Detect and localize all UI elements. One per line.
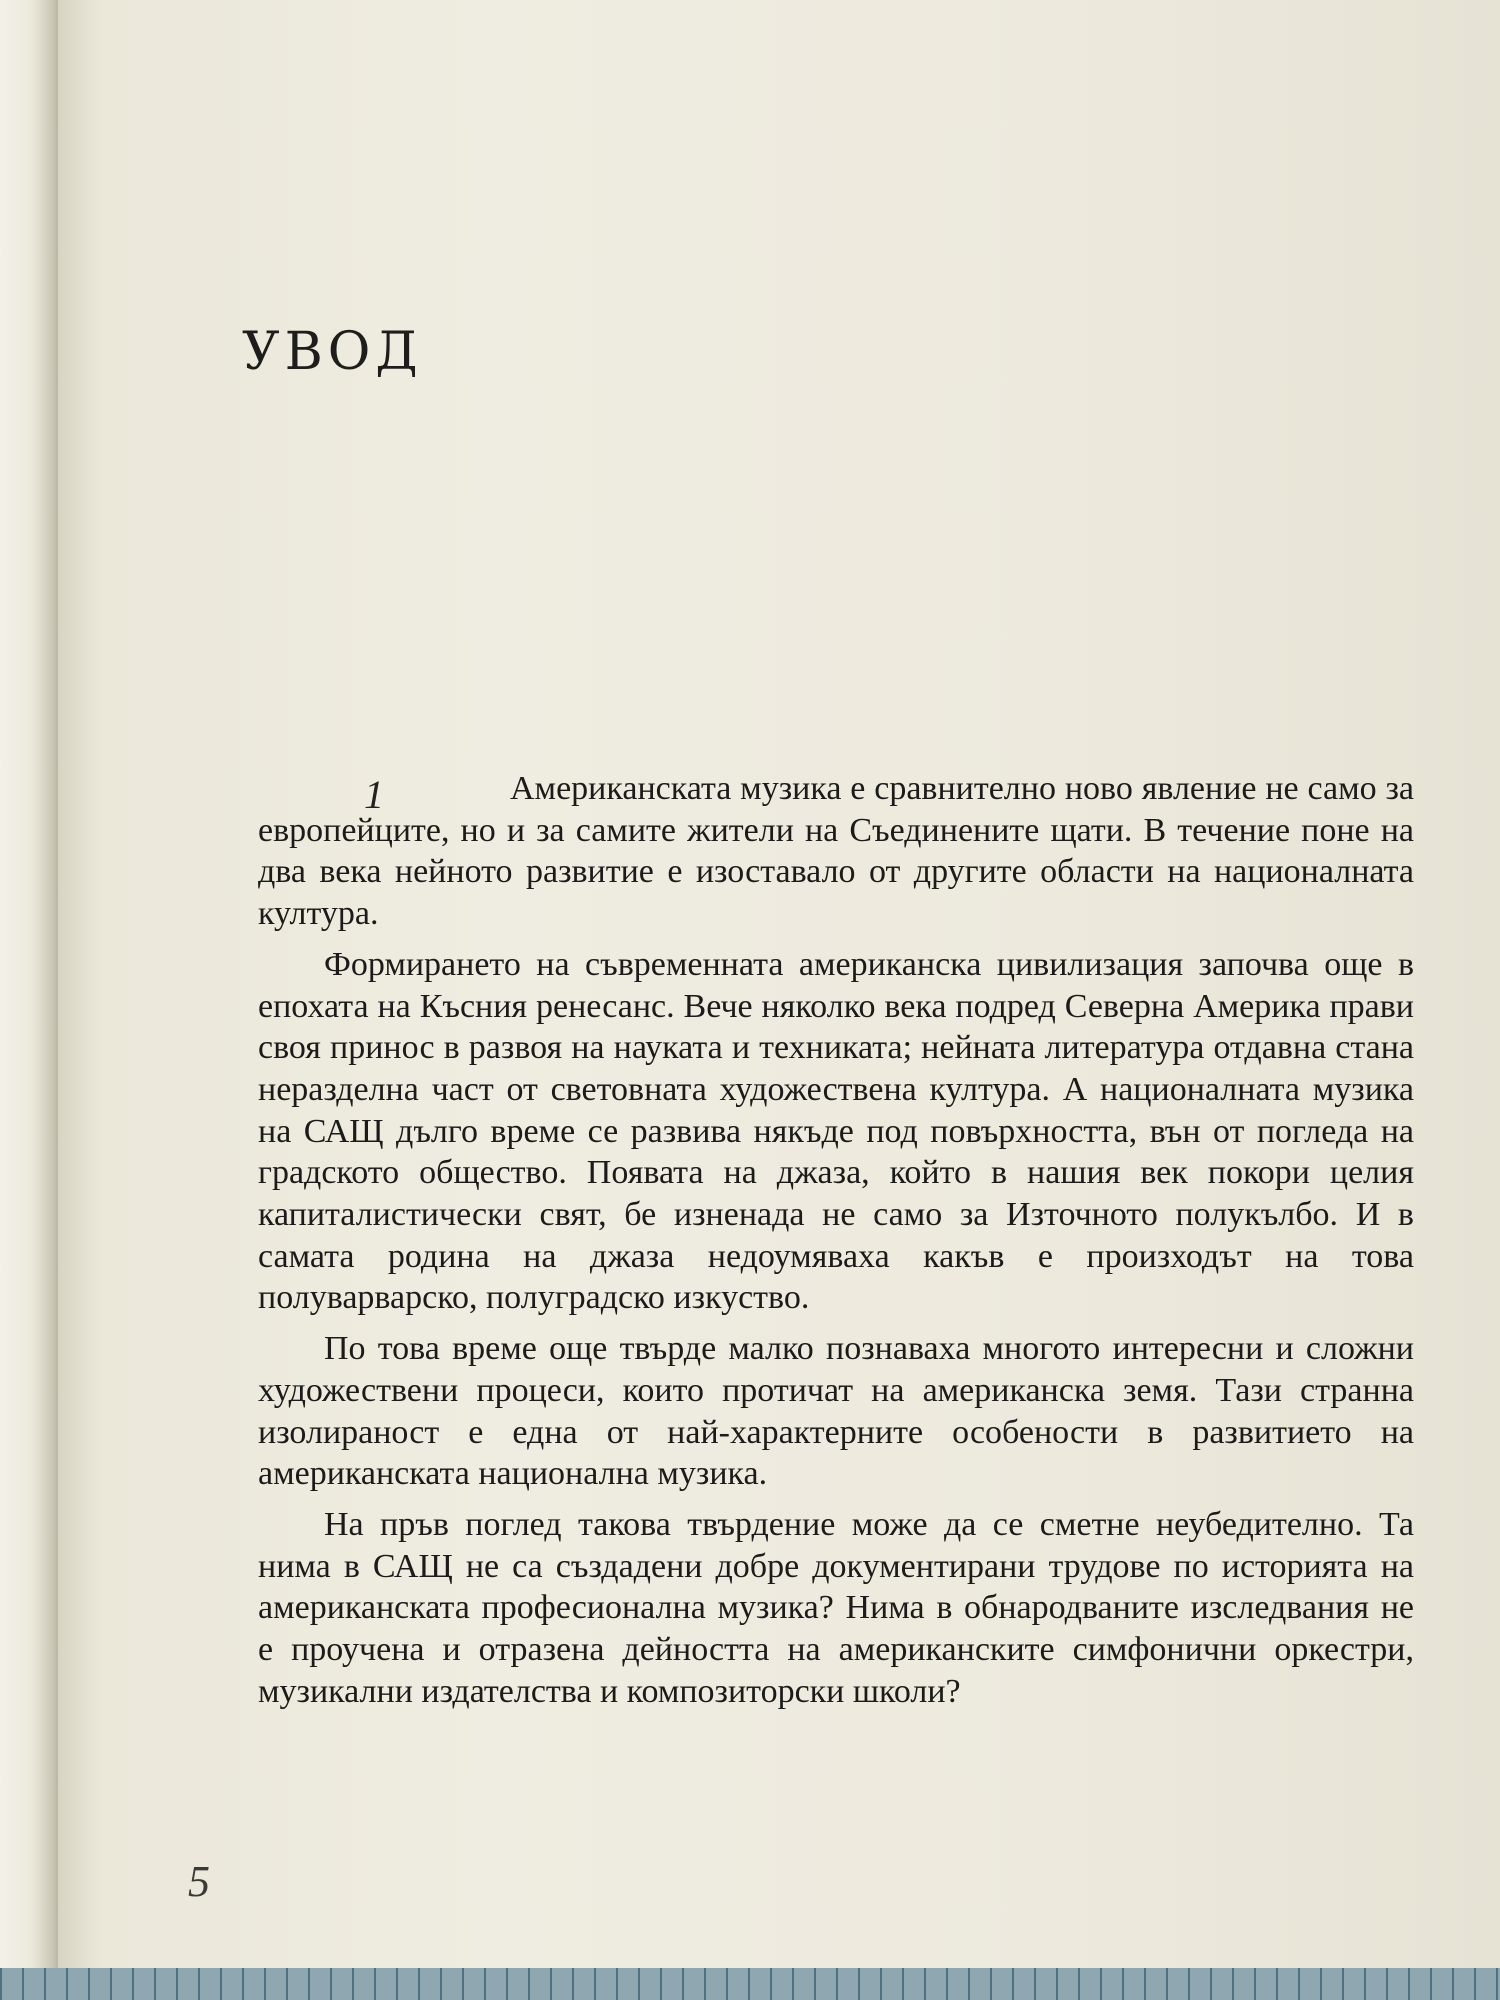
paragraph-2: Формирането на съвременната американска цивилизация започва още в епохата на Късния ренесанс. Вече няколко века подред Северна Америка прави своя принос в развоя на науката и техниката; нейната литература отдавна стана неразделна част от световната художествена култура. А националната музика на САЩ дълго време се развива някъде под повърхността, вън от погледа на градското общество. Появата на джаза, който в нашия век покори целия капиталистически свят, бе изненада не само за Източното полукълбо. И в самата родина на джаза недоумяваха какъв е произходът на това полуварварско, полуградско изкуство. [258,945,1414,1317]
body-text [258,768,1414,1721]
paragraph-3: По това време още твърде малко познаваха многото интересни и сложни художествени процеси, които протичат на американска земя. Тази странна изолираност е една от най-характерните особености в развитието на американската национална музика. [258,1330,1414,1493]
tablecloth-strip [0,1968,1500,2000]
section-number: 1 [364,772,384,817]
chapter-title: УВОД [242,322,423,382]
book-page-edge [0,0,58,2000]
paragraph-1: Американската музика е сравнително ново явление не само за европейците, но и за самите жители на Съединените щати. В течение поне на два века нейното развитие е изоставало от другите области на националната култура. [258,770,1414,933]
page-number: 5 [188,1857,210,1906]
paragraph-4: На пръв поглед такова твърдение може да се сметне неубедително. Та нима в САЩ не са създадени добре документирани трудове по историята на американската професионална музика? Нима в обнародваните изследвания не е проучена и отразена дейността на американските симфонични оркестри, музикални издателства и композиторски школи? [258,1505,1414,1710]
